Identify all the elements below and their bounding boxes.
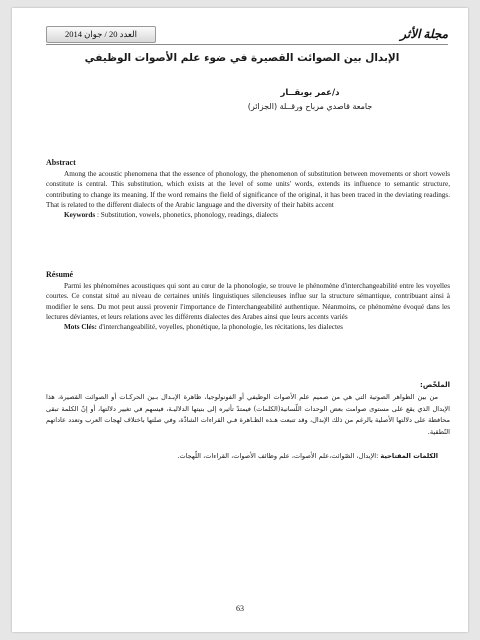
arabic-abstract-text: من بين الظواهر الصوتية التي هي من صميم علم الأصوات الوظيفي أو الفونولوجيا، ظاهرة الإبـدال بـين الحركـات أو الصوائت القصيرة، هذا الإبدال الذي يقع على مستوى صوامت بعض الوحدات اللّسانية(الكلمات) فيمتدّ تأثيره إلى بنيتها الدلاليـة، فيسهم في تغيير دلالتها، أو إنّ الكلمة تبقى محافظة على دلالتها الأصلية بالرغم من ذلك الإبدال، وقد تتبعت هـذه الظـاهرة فـي القراءات الشاذّة، وفي صلتها باختلاف لهجات العرب وتعدد عاداتهم النّطقية.: [46, 392, 450, 437]
journal-logo: مجلة الأثر: [400, 27, 448, 41]
arabic-abstract-heading: الملخّص:: [420, 381, 450, 389]
arabic-keywords-list: :الإبدال، الصّوائت،علم الأصوات، علم وظائف الأصوات، القراءات، اللّهجات.: [177, 451, 381, 460]
abstract-english: [46, 158, 450, 220]
running-header: [46, 26, 448, 45]
keywords-list: : Substitution, vowels, phonetics, phonology, readings, dialects: [95, 211, 278, 220]
resume-text: Parmi les phénomènes acoustiques qui sont au cœur de la phonologie, se trouve le phénomène d'interchangeabilité entre les voyelles courtes. Ce constat situé au niveau de certaines unités linguistiques silencieuses influe sur la structure sémantique, contribuant ainsi à modifier le sens. Du mot peut aussi provenir l'importance de l'interchangeabilité authentique. Néanmoins, ce phénomène évoqué dans les lectures déviantes, et leurs relations avec les différents dialectes des Arabes ainsi que leurs accents variés: [46, 282, 450, 321]
article-title: الإبدال بين الصوائت القصيرة في ضوء علم الأصوات الوظيفي: [84, 52, 400, 64]
abstract-arabic: [46, 380, 450, 463]
keywords-label: Keywords: [64, 211, 96, 220]
page-number: 63: [236, 604, 244, 613]
arabic-keywords-line: [46, 451, 450, 463]
author-name: د/عمر بوبقــار: [280, 88, 340, 98]
arabic-keywords-label: الكلمات المفتاحية: [380, 451, 438, 460]
mots-cles-list: d'interchangeabilité, voyelles, phonétique, la phonologie, les récitations, les dialectes: [96, 323, 343, 332]
resume-heading: Résumé: [46, 270, 74, 279]
author-affiliation: جامعة قاصدي مرباح ورقــلة (الجزائر): [247, 102, 373, 111]
document-page: [12, 8, 468, 632]
abstract-french: [46, 270, 450, 332]
keywords-line: [46, 210, 450, 220]
mots-cles-label: Mots Clés:: [64, 323, 97, 332]
issue-badge: العدد 20 / جوان 2014: [46, 26, 156, 43]
abstract-text: Among the acoustic phenomena that the essence of phonology, the phenomenon of substitution between movements or short vowels constitute is central. This substitution, which exists at the level of some units' words, extends its influence to semantic structure, contributing to change its meaning. If the word remains the field of significance of the original, it has been traced in the deviating readings. That is related to the different dialects of the Arabic language and the diversity of their habits accent: [46, 170, 450, 209]
abstract-heading: Abstract: [46, 158, 76, 167]
mots-cles-line: [46, 322, 450, 332]
